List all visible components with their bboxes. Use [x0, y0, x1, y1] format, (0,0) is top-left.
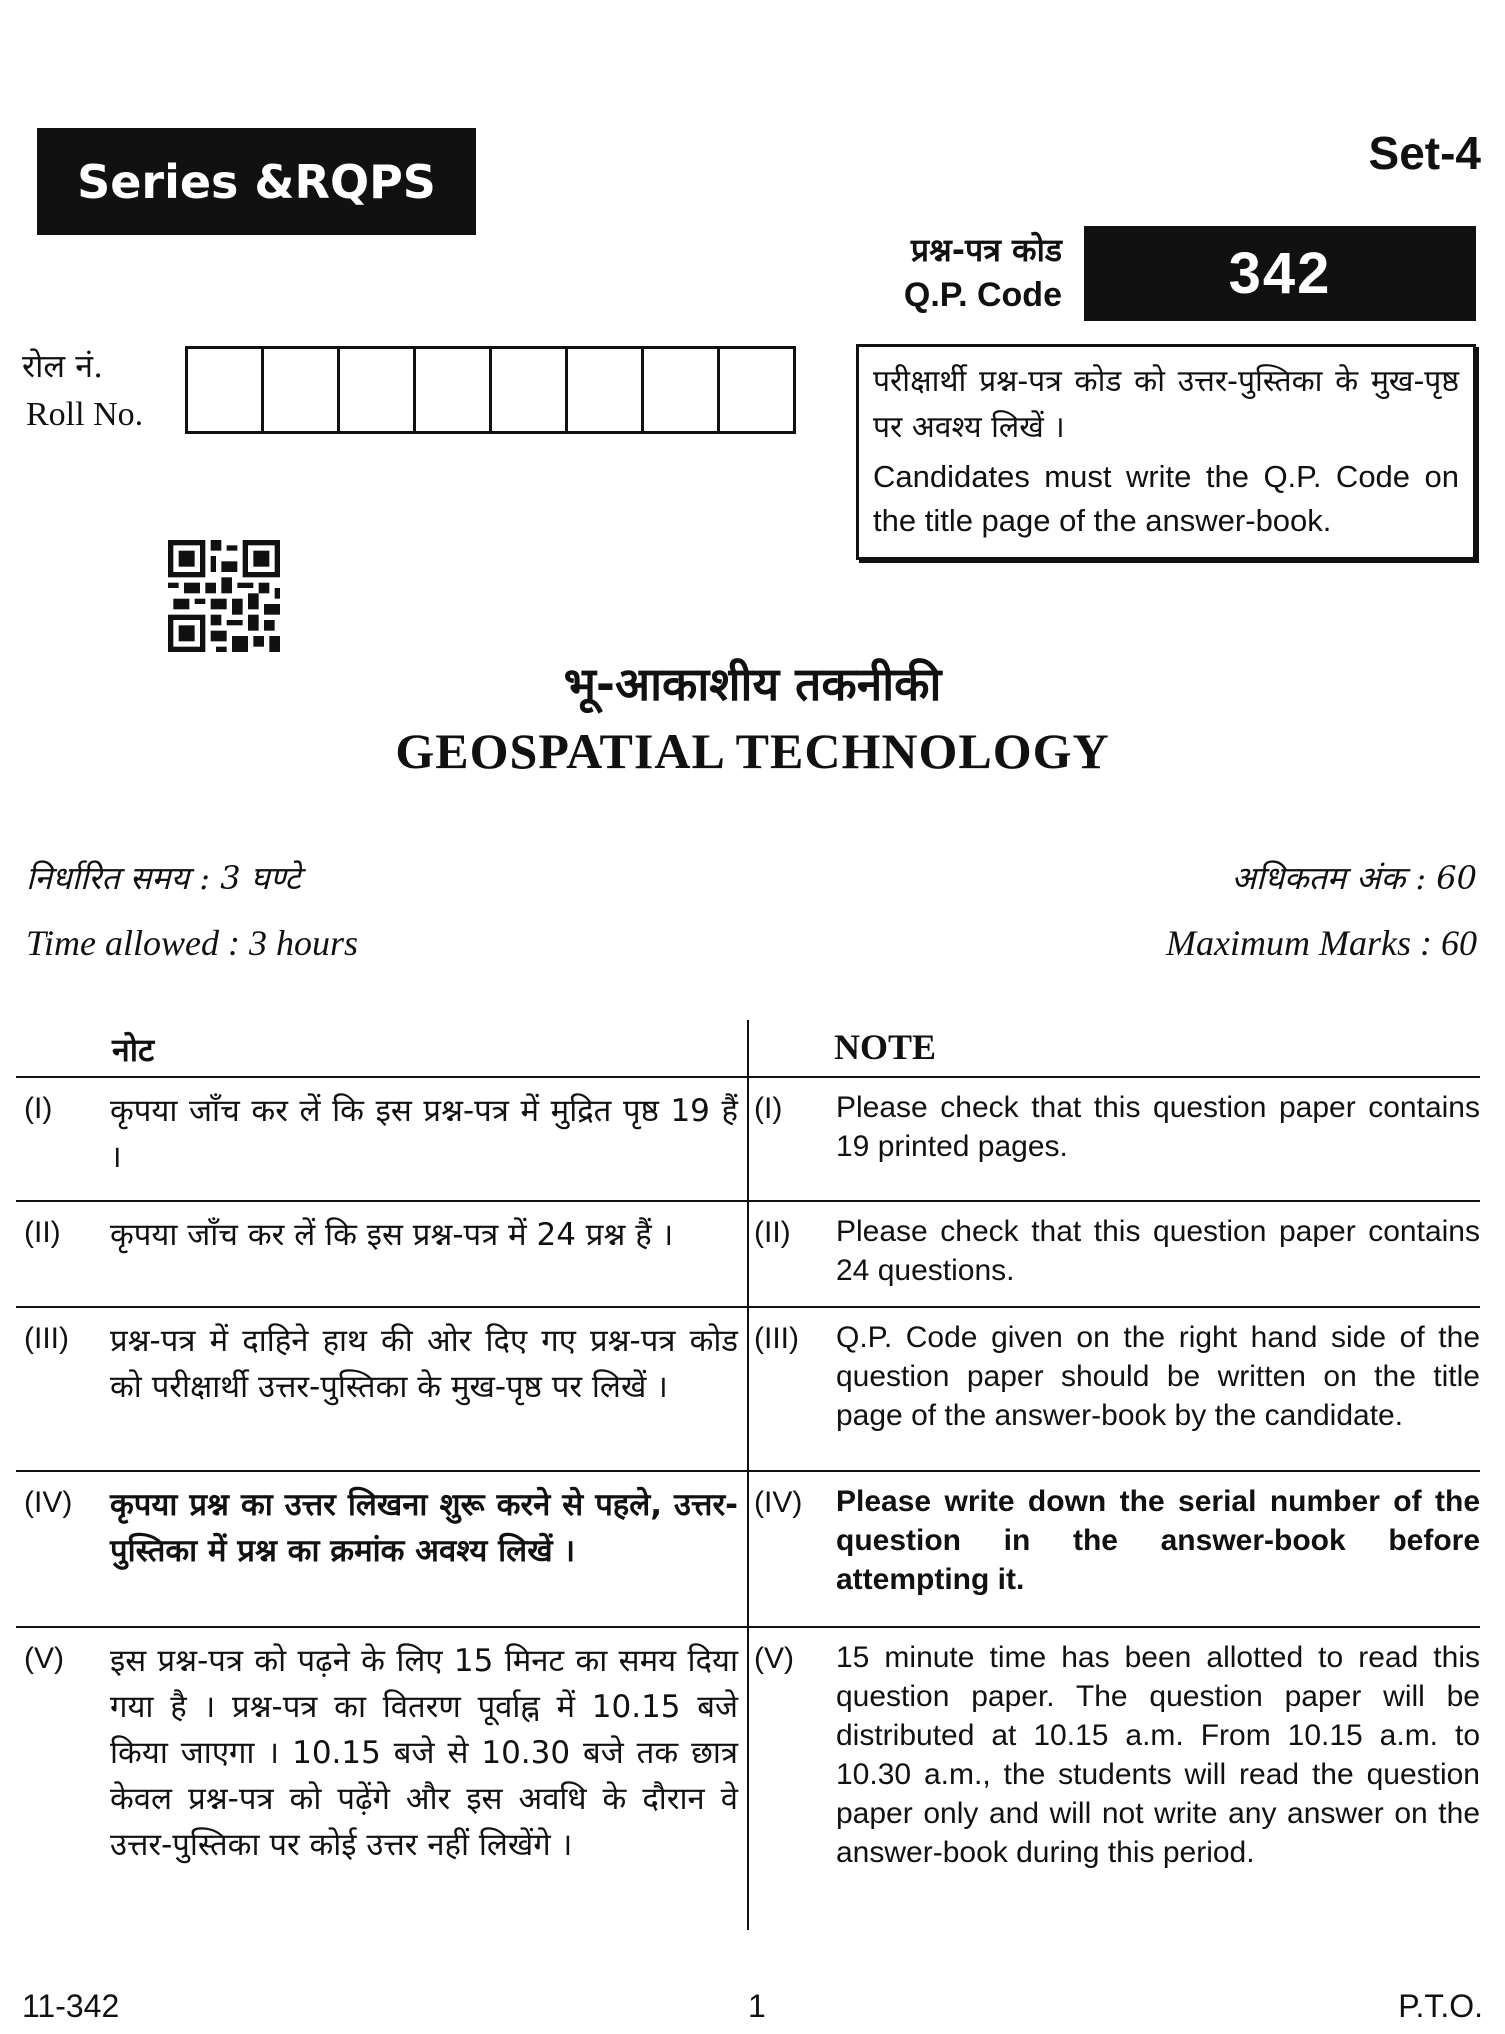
- note-text-hindi: कृपया प्रश्न का उत्तर लिखना शुरू करने से पहले, उत्तर-पुस्तिका में प्रश्न का क्रमांक अवश्य लिखें ।: [110, 1487, 738, 1569]
- note-row: [16, 1078, 1480, 1202]
- set-label: Set-4: [1368, 127, 1481, 179]
- notes-header-english: NOTE: [834, 1027, 937, 1067]
- instruction-hindi: परीक्षार्थी प्रश्न-पत्र कोड को उत्तर-पुस्तिका के मुख-पृष्ठ पर अवश्य लिखें ।: [873, 364, 1459, 445]
- roll-digit-box[interactable]: [340, 349, 416, 431]
- notes-table: [16, 1020, 1480, 1928]
- time-allowed: Time allowed : 3 hours: [26, 923, 359, 963]
- roll-digit-box[interactable]: [568, 349, 644, 431]
- roll-digit-box[interactable]: [720, 349, 793, 431]
- note-number: (II): [24, 1216, 61, 1249]
- roll-label-hindi: रोल नं.: [22, 347, 104, 385]
- series-label: Series &RQPS: [37, 128, 476, 235]
- note-text-english: Please write down the serial number of the question in the answer-book before attempting it.: [836, 1485, 1480, 1596]
- qp-code-value: 342: [1084, 226, 1476, 321]
- roll-digit-box[interactable]: [416, 349, 492, 431]
- note-row: [16, 1472, 1480, 1628]
- roll-number-boxes[interactable]: [185, 346, 796, 434]
- note-text-english: Please check that this question paper contains 24 questions.: [836, 1215, 1480, 1287]
- note-number: (III): [24, 1322, 69, 1355]
- roll-label: Roll No.: [26, 396, 144, 433]
- notes-header-hindi: नोट: [112, 1031, 155, 1069]
- note-text-english: Please check that this question paper contains 19 printed pages.: [836, 1091, 1480, 1163]
- note-number: (III): [754, 1322, 799, 1355]
- subject-title: GEOSPATIAL TECHNOLOGY: [395, 723, 1110, 779]
- roll-digit-box[interactable]: [188, 349, 264, 431]
- subject-title-hindi: भू-आकाशीय तकनीकी: [563, 657, 942, 711]
- qp-code-label-hindi: प्रश्न-पत्र कोड: [910, 231, 1062, 269]
- roll-digit-box[interactable]: [264, 349, 340, 431]
- note-text-english: 15 minute time has been allotted to read this question paper. The question paper will be distributed at 10.15 a.m. From 10.15 a.m. to 10.30 a.m., the students will read the question paper only and will not write any answer on the answer-book during this period.: [836, 1641, 1480, 1869]
- roll-digit-box[interactable]: [644, 349, 720, 431]
- note-number: (IV): [24, 1486, 73, 1519]
- page-number: 1: [748, 1988, 766, 2024]
- paper-code-footer: 11-342: [22, 1988, 120, 2024]
- note-number: (I): [754, 1092, 783, 1125]
- note-text-hindi: कृपया जाँच कर लें कि इस प्रश्न-पत्र में 24 प्रश्न हैं ।: [110, 1217, 674, 1253]
- note-row: [16, 1202, 1480, 1308]
- note-text-hindi: कृपया जाँच कर लें कि इस प्रश्न-पत्र में मुद्रित पृष्ठ 19 हैं ।: [110, 1093, 738, 1175]
- note-row: [16, 1628, 1480, 1928]
- note-row: [16, 1308, 1480, 1472]
- roll-digit-box[interactable]: [492, 349, 568, 431]
- qp-code-label: Q.P. Code: [903, 276, 1062, 314]
- maximum-marks: Maximum Marks : 60: [1166, 923, 1477, 963]
- note-number: (V): [754, 1642, 794, 1675]
- note-text-hindi: इस प्रश्न-पत्र को पढ़ने के लिए 15 मिनट का समय दिया गया है । प्रश्न-पत्र का वितरण पूर्वाह्न में 10.15 बजे किया जाएगा । 10.15 बजे से 10.30 बजे तक छात्र केवल प्रश्न-पत्र को पढ़ेंगे और इस अवधि के दौरान वे उत्तर-पुस्तिका पर कोई उत्तर नहीं लिखेंगे ।: [110, 1643, 738, 1863]
- note-number: (II): [754, 1216, 791, 1249]
- time-allowed-hindi: निर्धारित समय : 3 घण्टे: [26, 859, 301, 897]
- note-text-english: Q.P. Code given on the right hand side of the question paper should be written on the title page of the answer-book by the candidate.: [836, 1321, 1480, 1432]
- note-text-hindi: प्रश्न-पत्र में दाहिने हाथ की ओर दिए गए प्रश्न-पत्र कोड को परीक्षार्थी उत्तर-पुस्तिका के मुख-पृष्ठ पर लिखें ।: [110, 1323, 738, 1405]
- pto-label: P.T.O.: [1398, 1988, 1483, 2024]
- instruction-english: Candidates must write the Q.P. Code on the title page of the answer-book.: [873, 459, 1459, 538]
- note-number: (V): [24, 1642, 64, 1675]
- note-number: (I): [24, 1092, 53, 1125]
- notes-header: [16, 1020, 1480, 1078]
- note-number: (IV): [754, 1486, 803, 1519]
- qr-code-icon: [168, 540, 280, 652]
- maximum-marks-hindi: अधिकतम अंक : 60: [1231, 859, 1477, 897]
- qp-code-instruction-box: [856, 344, 1476, 560]
